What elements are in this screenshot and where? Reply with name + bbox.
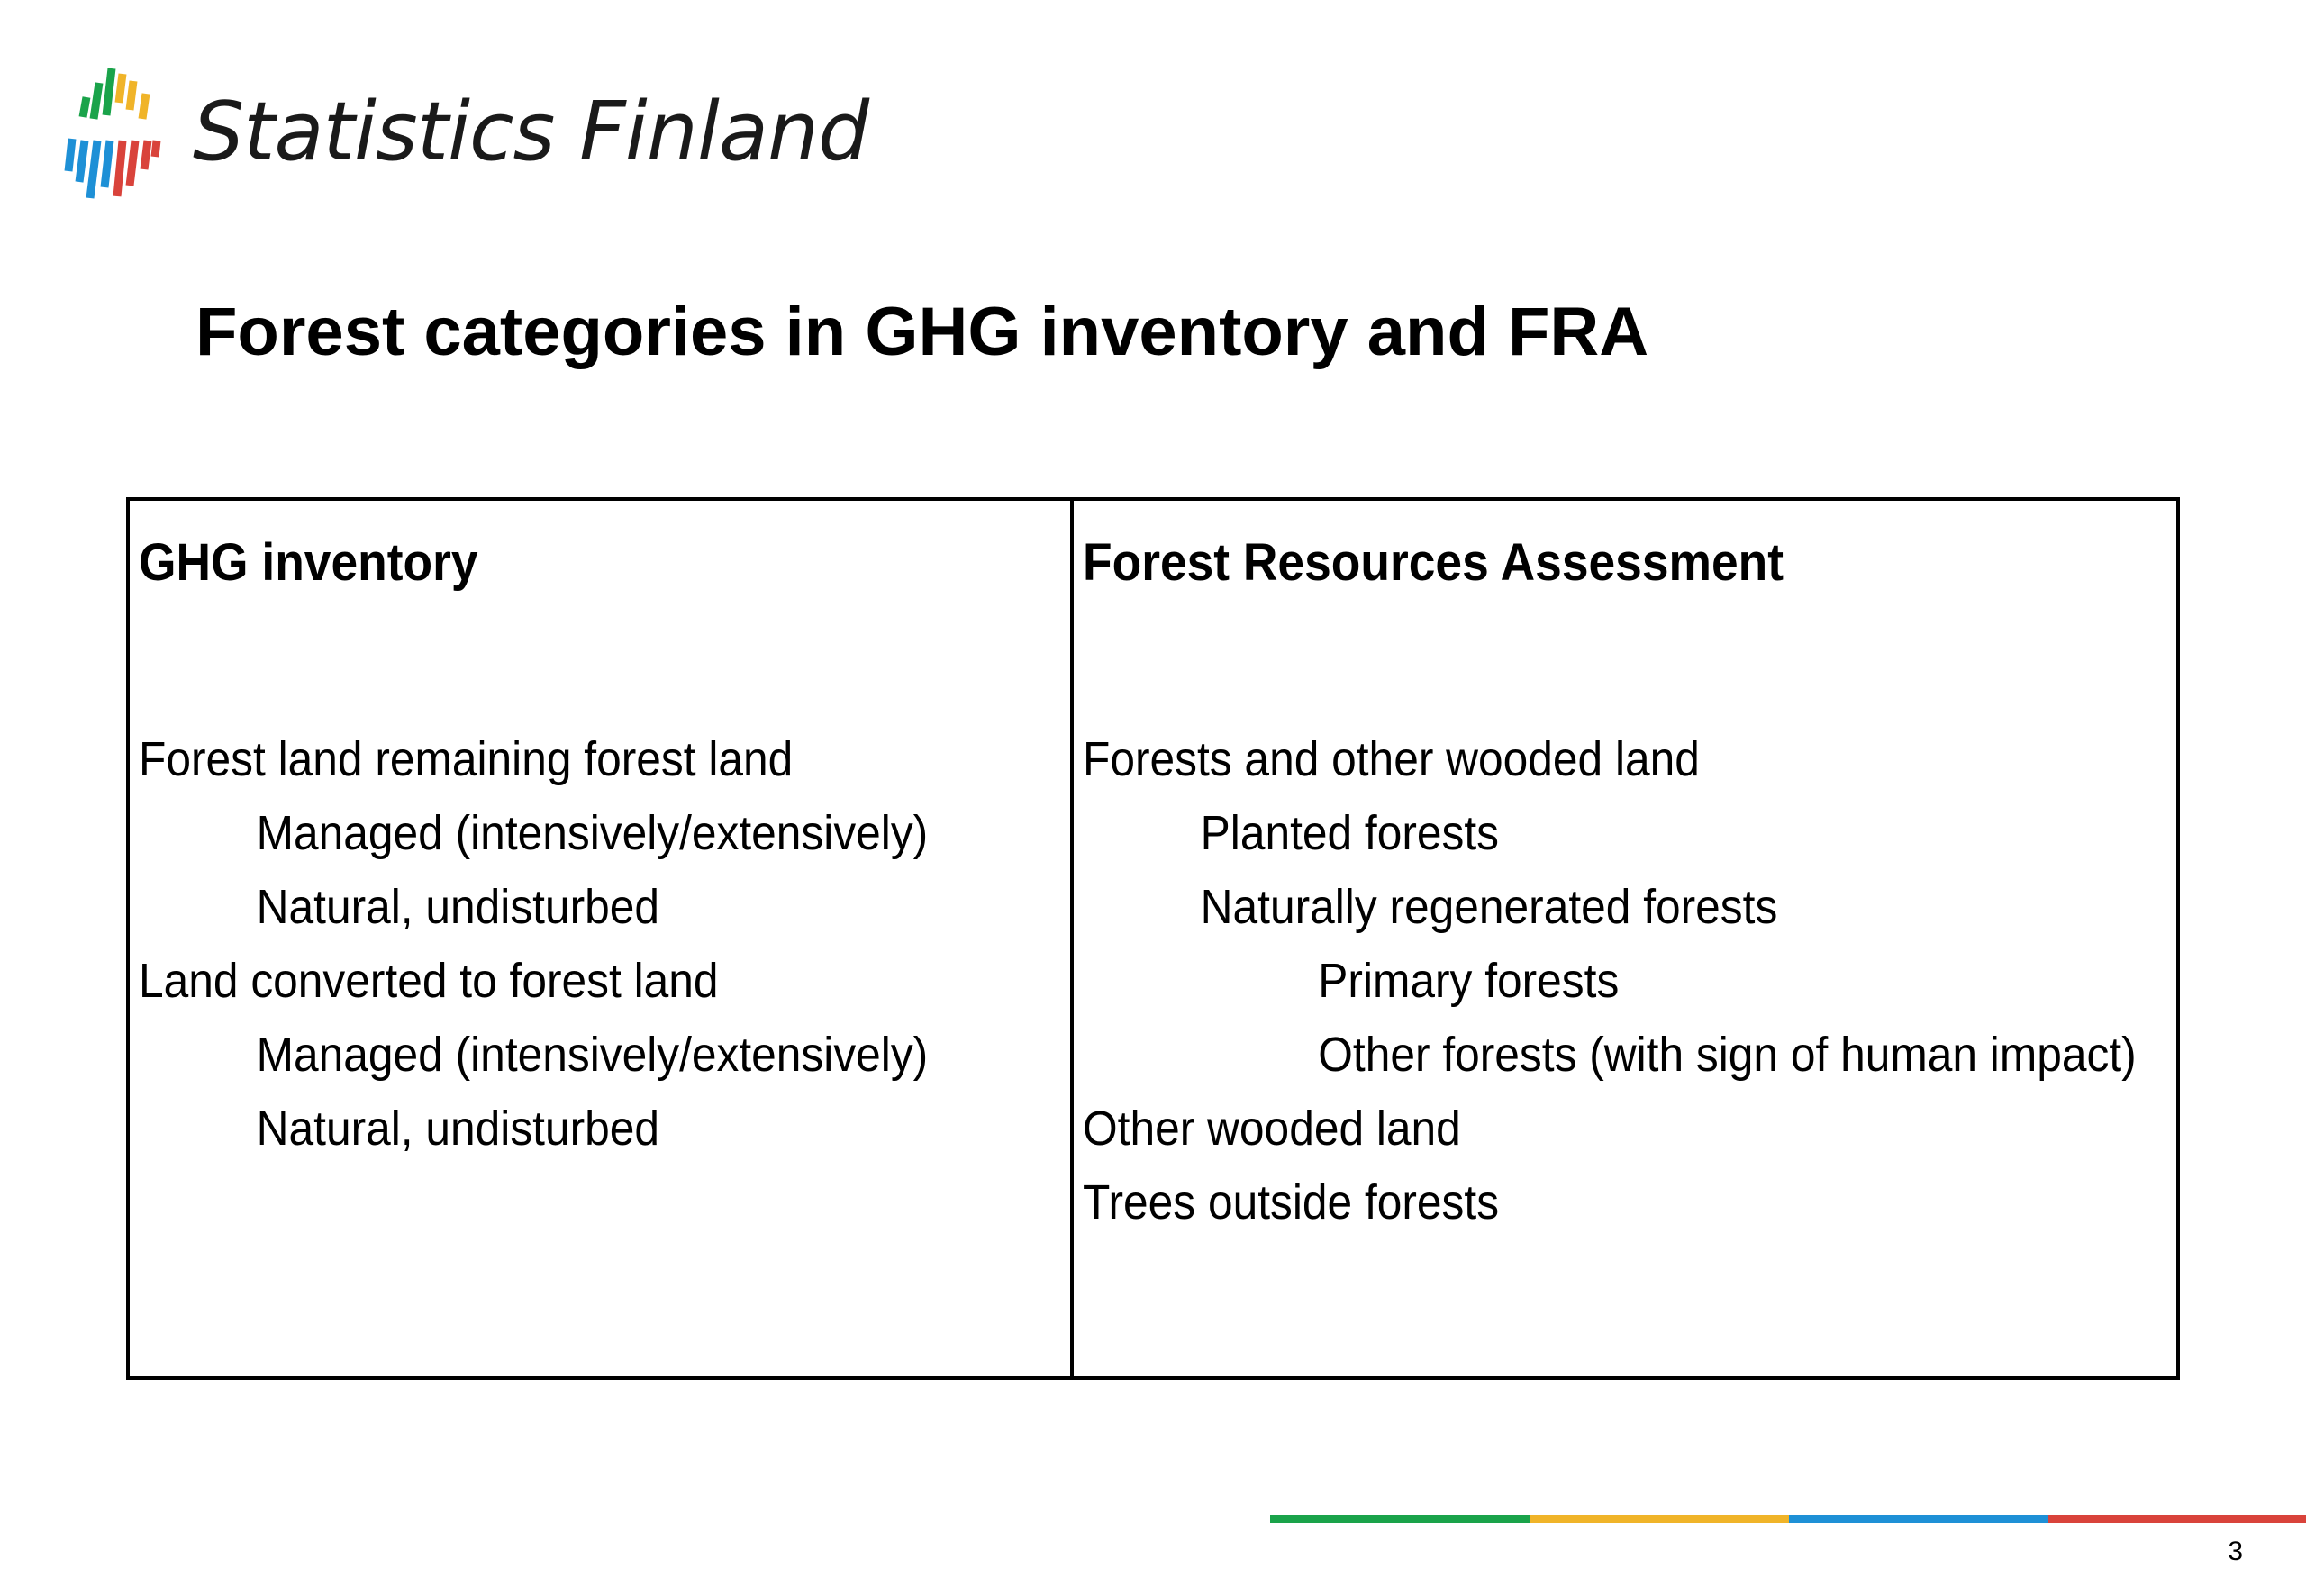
category-item: Naturally regenerated forests [1200, 880, 1778, 934]
category-item: Natural, undisturbed [256, 1102, 660, 1156]
page-number: 3 [2228, 1537, 2243, 1566]
column-header: GHG inventory [139, 533, 478, 592]
ghg-category-list [139, 732, 996, 1178]
category-item: Planted forests [1200, 806, 1500, 860]
comparison-table [126, 497, 2180, 1380]
category-item: Forest land remaining forest land [139, 732, 794, 786]
ghg-inventory-column [130, 501, 1074, 1376]
category-item: Forests and other wooded land [1083, 732, 1700, 786]
category-item: Trees outside forests [1083, 1175, 1500, 1229]
footer-stripe-green [1270, 1515, 1530, 1523]
slide-title: Forest categories in GHG inventory and FRA [195, 294, 1649, 370]
category-item: Other forests (with sign of human impact) [1318, 1028, 2137, 1082]
fra-column [1074, 501, 2176, 1376]
category-item: Other wooded land [1083, 1102, 1461, 1156]
category-item: Primary forests [1318, 954, 1620, 1008]
logo-mark-icon [63, 63, 171, 207]
footer-stripe-blue [1789, 1515, 2048, 1523]
fra-category-list [1083, 732, 2228, 1252]
category-item: Managed (intensively/extensively) [256, 806, 929, 860]
footer-stripe-red [2048, 1515, 2306, 1523]
brand-name: Statistics Finland [193, 85, 869, 179]
statistics-finland-logo [63, 63, 869, 207]
category-item: Managed (intensively/extensively) [256, 1028, 929, 1082]
footer-stripe-yellow [1530, 1515, 1789, 1523]
column-header: Forest Resources Assessment [1083, 533, 1784, 592]
category-item: Natural, undisturbed [256, 880, 660, 934]
category-item: Land converted to forest land [139, 954, 719, 1008]
